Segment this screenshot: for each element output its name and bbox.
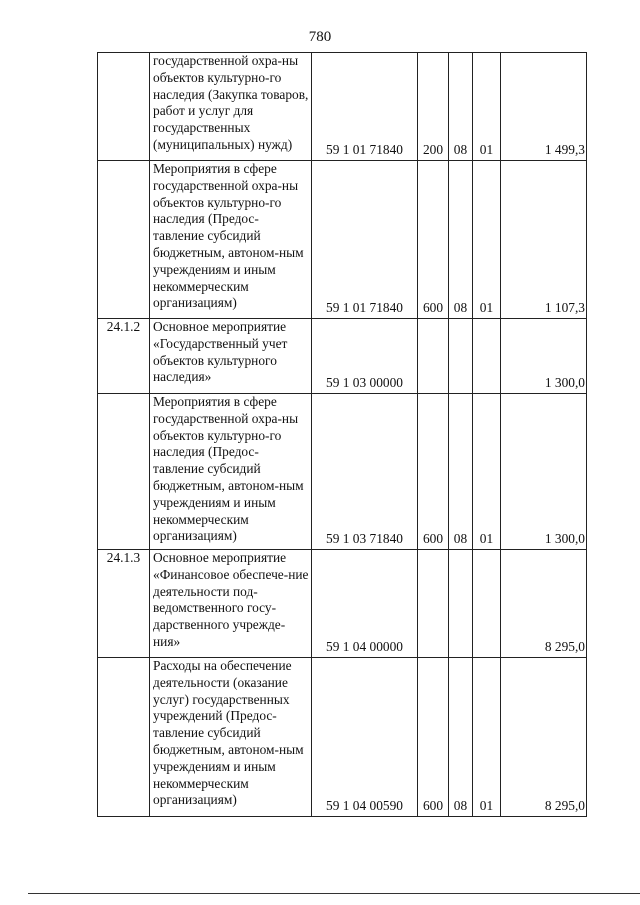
row-section: 08 bbox=[449, 161, 473, 319]
row-expense-type: 200 bbox=[418, 53, 449, 161]
row-target-article: 59 1 04 00000 bbox=[312, 550, 418, 658]
row-section: 08 bbox=[449, 658, 473, 817]
row-number bbox=[98, 394, 150, 550]
row-amount: 1 300,0 bbox=[501, 319, 587, 394]
row-number bbox=[98, 658, 150, 817]
row-section: 08 bbox=[449, 53, 473, 161]
row-subsection: 01 bbox=[473, 658, 501, 817]
table-row bbox=[98, 319, 587, 394]
row-section bbox=[449, 319, 473, 394]
bottom-rule bbox=[28, 893, 640, 894]
row-amount: 1 107,3 bbox=[501, 161, 587, 319]
table-row bbox=[98, 53, 587, 161]
row-subsection bbox=[473, 550, 501, 658]
table-row bbox=[98, 394, 587, 550]
row-name: Основное мероприятие «Государственный учет объектов культурного наследия» bbox=[150, 319, 312, 394]
row-amount: 1 300,0 bbox=[501, 394, 587, 550]
row-amount: 8 295,0 bbox=[501, 658, 587, 817]
page-number: 780 bbox=[308, 29, 332, 45]
row-name: Основное мероприятие «Финансовое обеспече-ние деятельности под-ведомственного госу-дарственного учрежде-ния» bbox=[150, 550, 312, 658]
row-expense-type: 600 bbox=[418, 394, 449, 550]
row-subsection bbox=[473, 319, 501, 394]
table-row bbox=[98, 161, 587, 319]
row-subsection: 01 bbox=[473, 394, 501, 550]
row-number bbox=[98, 161, 150, 319]
row-name: Расходы на обеспечение деятельности (оказание услуг) государственных учреждений (Предос-тавление субсидий бюджетным, автоном-ным учреждениям и иным некоммерческим организациям) bbox=[150, 658, 312, 817]
row-number bbox=[98, 53, 150, 161]
row-amount: 1 499,3 bbox=[501, 53, 587, 161]
row-target-article: 59 1 01 71840 bbox=[312, 53, 418, 161]
row-target-article: 59 1 03 00000 bbox=[312, 319, 418, 394]
row-section bbox=[449, 550, 473, 658]
row-number: 24.1.2 bbox=[98, 319, 150, 394]
row-number: 24.1.3 bbox=[98, 550, 150, 658]
row-target-article: 59 1 04 00590 bbox=[312, 658, 418, 817]
row-name: государственной охра-ны объектов культурно-го наследия (Закупка товаров, работ и услуг для государственных (муниципальных) нужд) bbox=[150, 53, 312, 161]
row-target-article: 59 1 01 71840 bbox=[312, 161, 418, 319]
row-subsection: 01 bbox=[473, 53, 501, 161]
row-expense-type bbox=[418, 319, 449, 394]
budget-table bbox=[97, 52, 587, 817]
row-expense-type bbox=[418, 550, 449, 658]
row-amount: 8 295,0 bbox=[501, 550, 587, 658]
table-row bbox=[98, 550, 587, 658]
row-expense-type: 600 bbox=[418, 161, 449, 319]
row-expense-type: 600 bbox=[418, 658, 449, 817]
row-subsection: 01 bbox=[473, 161, 501, 319]
row-target-article: 59 1 03 71840 bbox=[312, 394, 418, 550]
row-section: 08 bbox=[449, 394, 473, 550]
table-row bbox=[98, 658, 587, 817]
row-name: Мероприятия в сфере государственной охра-ны объектов культурно-го наследия (Предос-тавление субсидий бюджетным, автоном-ным учреждениям и иным некоммерческим организациям) bbox=[150, 161, 312, 319]
row-name: Мероприятия в сфере государственной охра-ны объектов культурно-го наследия (Предос-тавление субсидий бюджетным, автоном-ным учреждениям и иным некоммерческим организациям) bbox=[150, 394, 312, 550]
